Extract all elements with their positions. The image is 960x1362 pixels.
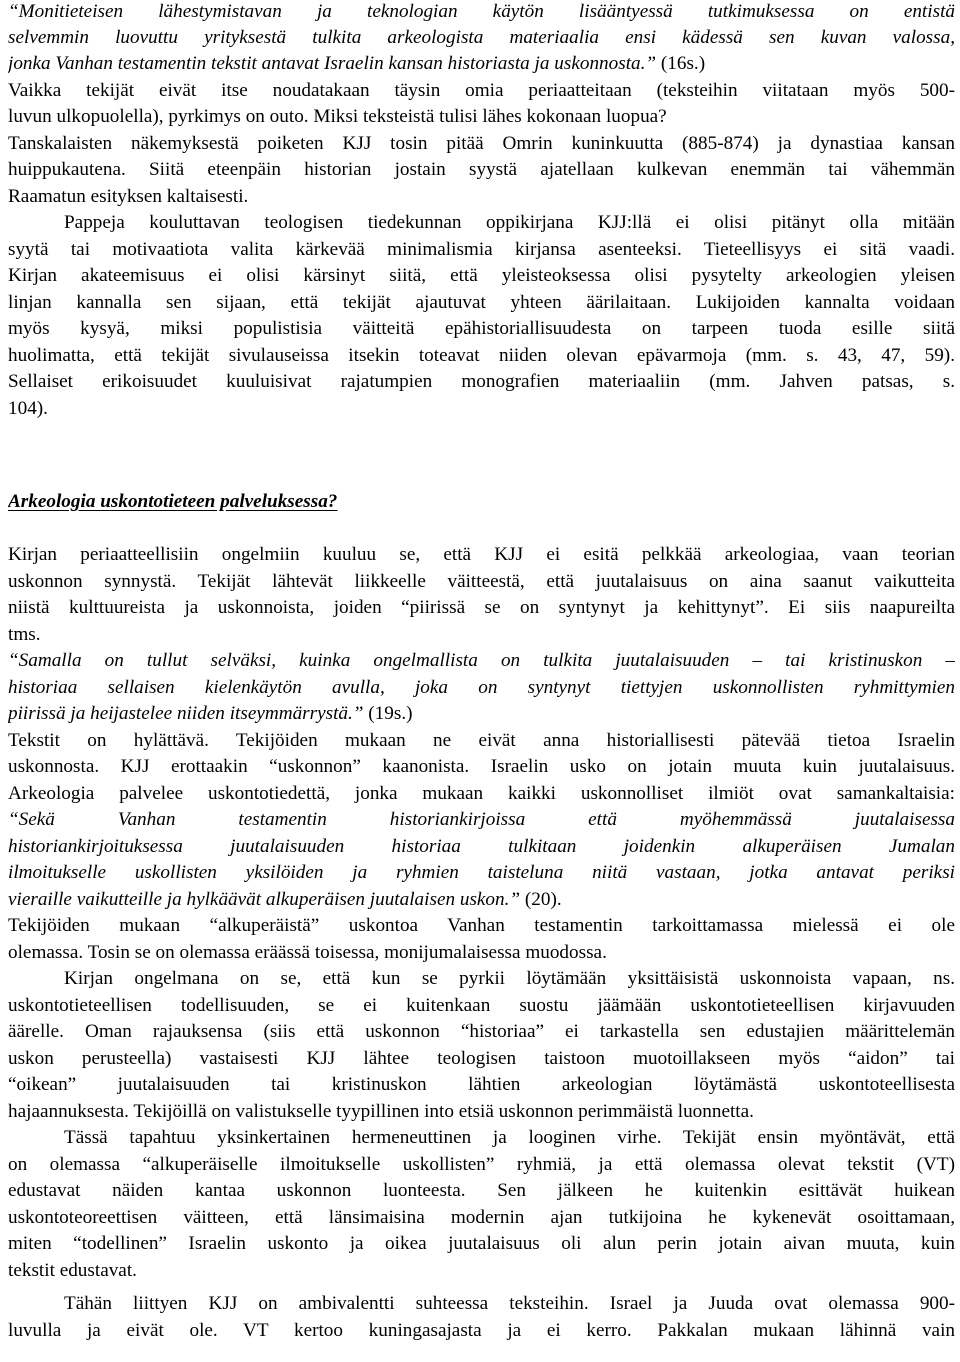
- text-line: uskontotieteellisen todellisuuden, se ei kuitenkaan suostu jäämään uskontotieteellisen kirjavuuden: [8, 995, 955, 1016]
- text-line: luvulla ja eivät ole. VT kertoo kuningasajasta ja ei kerro. Pakkalan mukaan lähinnä vain: [8, 1320, 955, 1341]
- text-line: linjan kannalla sen sijaan, että tekijät ajautuvat yhteen äärilaitaan. Lukijoiden kannalta voidaan: [8, 292, 955, 313]
- text-line: Tähän liittyen KJJ on ambivalentti suhteessa teksteihin. Israel ja Juuda ovat olemassa 900-: [64, 1293, 955, 1314]
- section-heading: Arkeologia uskontotieteen palveluksessa?: [8, 491, 338, 512]
- text-line: tekstit edustavat.: [8, 1260, 137, 1281]
- text-line: Kirjan periaatteellisiin ongelmiin kuuluu se, että KJJ ei esitä pelkkää arkeologiaa, vaan teorian: [8, 544, 955, 565]
- text-line: niistä kulttuureista ja uskonnoista, joiden “piirissä se on syntynyt ja kehittynyt”. Ei siis naapureilta: [8, 597, 955, 618]
- text-line: 104).: [8, 398, 48, 419]
- text-line: huolimatta, että tekijät sivulauseissa itsekin toteavat niiden olevan epävarmoja (mm. s. 43, 47, 59).: [8, 345, 955, 366]
- text-line: Tekstit on hylättävä. Tekijöiden mukaan ne eivät anna historiallisesti pätevää tietoa Israelin: [8, 730, 955, 751]
- text-line: “Sekä Vanhan testamentin historiankirjoissa että myöhemmässä juutalaisessa: [8, 809, 955, 830]
- text-line: vieraille vaikutteille ja hylkäävät alkuperäisen juutalaisen uskon.” (20).: [8, 889, 562, 910]
- text-line: edustavat näiden kantaa uskonnon luonteesta. Sen jälkeen he kuitenkin esittävät huikean: [8, 1180, 955, 1201]
- text-line: historiaa sellaisen kielenkäytön avulla, joka on syntynyt tiettyjen uskonnollisten ryhmittymien: [8, 677, 955, 698]
- text-line: uskonnosta. KJJ erottaakin “uskonnon” kaanonista. Israelin usko on jotain muuta kuin juutalaisuus.: [8, 756, 955, 777]
- text-line: uskonnon synnystä. Tekijät lähtevät liikkeelle väitteestä, että juutalaisuus on aina saanut vaikutteita: [8, 571, 955, 592]
- text-line: Arkeologia palvelee uskontotiedettä, jonka mukaan kaikki uskonnolliset ilmiöt ovat samankaltaisia:: [8, 783, 955, 804]
- text-line: Tässä tapahtuu yksinkertainen hermeneuttinen ja looginen virhe. Tekijät ensin myöntävät, että: [64, 1127, 955, 1148]
- text-line: huippukautena. Siitä eteenpäin historian jostain syystä ajatellaan kulkevan enemmän tai vähemmän: [8, 159, 955, 180]
- text-line: Sellaiset erikoisuudet kuuluisivat rajatumpien monografien materiaaliin (mm. Jahven patsas, s.: [8, 371, 955, 392]
- text-line: on olemassa “alkuperäiselle ilmoitukselle uskollisten” ryhmiä, ja että olemassa olevat tekstit (VT): [8, 1154, 955, 1175]
- text-line: “oikean” juutalaisuuden tai kristinuskon lähtien arkeologian löytämästä uskontoteellisesta: [8, 1074, 955, 1095]
- text-line: olemassa. Tosin se on olemassa eräässä toisessa, monijumalaisessa muodossa.: [8, 942, 607, 963]
- text-line: myös kysyä, miksi populistisia väitteitä epähistoriallisuudesta on tarpeen tuoda esille siitä: [8, 318, 955, 339]
- text-line: Pappeja kouluttavan teologisen tiedekunnan oppikirjana KJJ:llä ei olisi pitänyt olla mitään: [64, 212, 955, 233]
- text-line: tms.: [8, 624, 41, 645]
- text-line: hajaannuksesta. Tekijöillä on valistukselle tyypillinen into etsiä uskonnon perimmäistä luonnetta.: [8, 1101, 754, 1122]
- text-line: historiankirjoituksessa juutalaisuuden historiaa tulkitaan joidenkin alkuperäisen Jumalan: [8, 836, 955, 857]
- text-line: uskon perusteella) vastaisesti KJJ lähtee teologisen taistoon muotoillakseen myös “aidon” tai: [8, 1048, 955, 1069]
- text-line: “Samalla on tullut selväksi, kuinka ongelmallista on tulkita juutalaisuuden – tai kristinuskon –: [8, 650, 955, 671]
- text-line: Tanskalaisten näkemyksestä poiketen KJJ tosin pitää Omrin kuninkuutta (885-874) ja dynastiaa kansan: [8, 133, 955, 154]
- text-line: syytä tai motivaatiota valita kärkevää minimalismia kirjansa asenteeksi. Tieteellisyys ei sitä vaadi.: [8, 239, 955, 260]
- text-line: Vaikka tekijät eivät itse noudatakaan täysin omia periaatteitaan (teksteihin viitataan myös 500-: [8, 80, 955, 101]
- text-line: Tekijöiden mukaan “alkuperäistä” uskontoa Vanhan testamentin tarkoittamassa mielessä ei ole: [8, 915, 955, 936]
- text-line: jonka Vanhan testamentin tekstit antavat Israelin kansan historiasta ja uskonnosta.” (16s.): [8, 53, 706, 74]
- text-line: Kirjan ongelmana on se, että kun se pyrkii löytämään yksittäisistä uskonnoista vapaan, ns.: [64, 968, 955, 989]
- text-line: Kirjan akateemisuus ei olisi kärsinyt siitä, että yleisteoksessa olisi pysytelty arkeologien yleisen: [8, 265, 955, 286]
- text-line: luvun ulkopuolella), pyrkimys on outo. Miksi teksteistä tulisi lähes kokonaan luopua?: [8, 106, 667, 127]
- text-line: “Monitieteisen lähestymistavan ja teknologian käytön lisääntyessä tutkimuksessa on entistä: [8, 1, 955, 22]
- text-line: ilmoitukselle uskollisten yksilöiden ja ryhmien taisteluna niitä vastaan, jotka antavat periksi: [8, 862, 955, 883]
- text-line: miten “todellinen” Israelin uskonto ja oikea juutalaisuus oli alun perin jotain aivan muuta, kuin: [8, 1233, 955, 1254]
- text-line: Raamatun esityksen kaltaisesti.: [8, 186, 249, 207]
- text-line: uskontoteoreettisen väitteen, että länsimaisina modernin ajan tutkijoina he kykenevät osoittamaan,: [8, 1207, 955, 1228]
- text-line: piirissä ja heijastelee niiden itseymmärrystä.” (19s.): [8, 703, 413, 724]
- text-line: selvemmin luovuttu yrityksestä tulkita arkeologista materiaalia ensi kädessä sen kuvan valossa,: [8, 27, 955, 48]
- text-line: äärelle. Oman rajauksensa (siis että uskonnon “historiaa” ei tarkastella sen edustajien määrittelemän: [8, 1021, 955, 1042]
